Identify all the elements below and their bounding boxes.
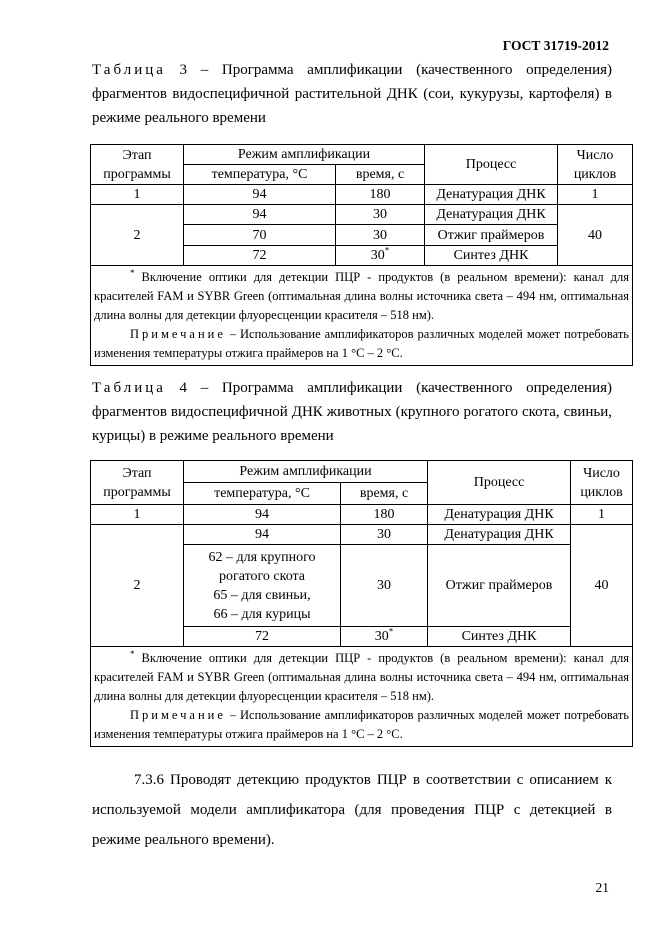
table3-caption-text: 3 – Программа амплификации (качественного определения) фрагментов видоспецифичной растительной ДНК (сои, кукурузы, картофеля) в режиме реального времени [92,62,612,126]
footnote-text: Включение оптики для детекции ПЦР - продуктов (в реальном времени): канал для красителей FAM и SYBR Green (оптимальная длина волны источника света – 494 нм, оптимальная длина волны для детекции флуоресценции красителя – 518 нм). [94,270,630,322]
footnote-text: Включение оптики для детекции ПЦР - продуктов (в реальном времени): канал для красителей FAM и SYBR Green (оптимальная длина волны источника света – 494 нм, оптимальная длина волны для детекции флуоресценции красителя – 518 нм). [94,651,630,703]
paragraph-text: 7.3.6 Проводят детекцию продуктов ПЦР в соответствии с описанием к используемой модели амплификатора (для проведения ПЦР с детекцией в режиме реального времени). [92,772,612,848]
table-cell: 70 [184,225,336,246]
table3-header-time: время, с [336,165,425,185]
table-cell: Денатурация ДНК [428,505,571,525]
standard-header: ГОСТ 31719-2012 [502,38,609,53]
table-cell: 30 [341,545,428,627]
table3-note [94,325,629,363]
temp-line: рогатого скота [218,568,306,584]
table4-header-temp: температура, °С [184,483,341,505]
table-cell: 1 [558,185,633,205]
table-cell: 40 [558,205,633,266]
table-cell: Денатурация ДНК [428,525,571,545]
table3-header-temp: температура, °С [184,165,336,185]
table-cell: 72 [184,627,341,647]
table-cell: 40 [571,525,633,647]
table-cell: 180 [341,505,428,525]
table-cell: 1 [91,185,184,205]
table3-header-process: Процесс [425,145,558,185]
table-row [91,185,633,205]
table-cell [336,246,425,266]
table3-header-mode: Режим амплификации [184,145,425,165]
table-row [91,525,633,545]
table-cell: 180 [336,185,425,205]
table3 [90,144,633,366]
table-row [91,205,633,225]
table3-header-stage: Этап программы [91,145,184,185]
table-cell: 94 [184,185,336,205]
table3-header-cycles: Число циклов [558,145,633,185]
table4-caption [92,376,612,448]
temp-line: 62 – для крупного [208,549,316,565]
table-cell: 1 [571,505,633,525]
table4-header-process: Процесс [428,461,571,505]
table-cell: 30 [341,525,428,545]
table4-header-time: время, с [341,483,428,505]
table4-note [94,706,629,744]
table-cell: 72 [184,246,336,266]
table3-footnote-cell [91,266,633,366]
table-cell: 2 [91,525,184,647]
temp-line: 65 – для свиньи, [213,587,311,603]
table-cell: 94 [184,525,341,545]
table4-header-cycles: Число циклов [571,461,633,505]
table-cell: 2 [91,205,184,266]
table-cell: 30 [336,205,425,225]
footnote-mark: * [384,245,390,256]
table-cell: Синтез ДНК [425,246,558,266]
page-number: 21 [595,880,609,895]
note-label: Примечание [130,327,226,341]
note-text: – Использование амплификаторов различных моделей может потребовать изменения температуры отжига праймеров на 1 °С – 2 °С. [94,327,630,360]
footnote-mark: * [388,626,394,637]
table-row [91,505,633,525]
table4-footnote-cell [91,647,633,747]
table-cell: Денатурация ДНК [425,185,558,205]
table-cell [341,627,428,647]
note-label: Примечание [130,708,226,722]
table-cell-value: 30 [370,248,385,263]
table3-label: Таблица [92,62,166,78]
table3-caption [92,58,612,130]
table-cell: 1 [91,505,184,525]
table4-header-mode: Режим амплификации [184,461,428,483]
section-paragraph [92,765,612,855]
table-cell: Синтез ДНК [428,627,571,647]
table4-label: Таблица [92,380,166,396]
temp-line: 66 – для курицы [213,606,311,622]
table-cell: 30 [336,225,425,246]
table-cell-value: 30 [374,629,389,644]
footnote-mark: * [130,648,135,659]
table-cell: Отжиг праймеров [428,545,571,627]
table4 [90,460,633,747]
table4-header-stage: Этап программы [91,461,184,505]
table-cell [184,545,341,627]
table-cell: Денатурация ДНК [425,205,558,225]
table4-footnote [94,649,629,706]
table-cell: 94 [184,505,341,525]
table4-caption-text: 4 – Программа амплификации (качественного определения) фрагментов видоспецифичной ДНК животных (крупного рогатого скота, свиньи, курицы) в режиме реального времени [92,380,612,444]
table-cell: Отжиг праймеров [425,225,558,246]
table-cell: 94 [184,205,336,225]
footnote-mark: * [130,267,135,278]
table3-footnote [94,268,629,325]
note-text: – Использование амплификаторов различных моделей может потребовать изменения температуры отжига праймеров на 1 °С – 2 °С. [94,708,630,741]
